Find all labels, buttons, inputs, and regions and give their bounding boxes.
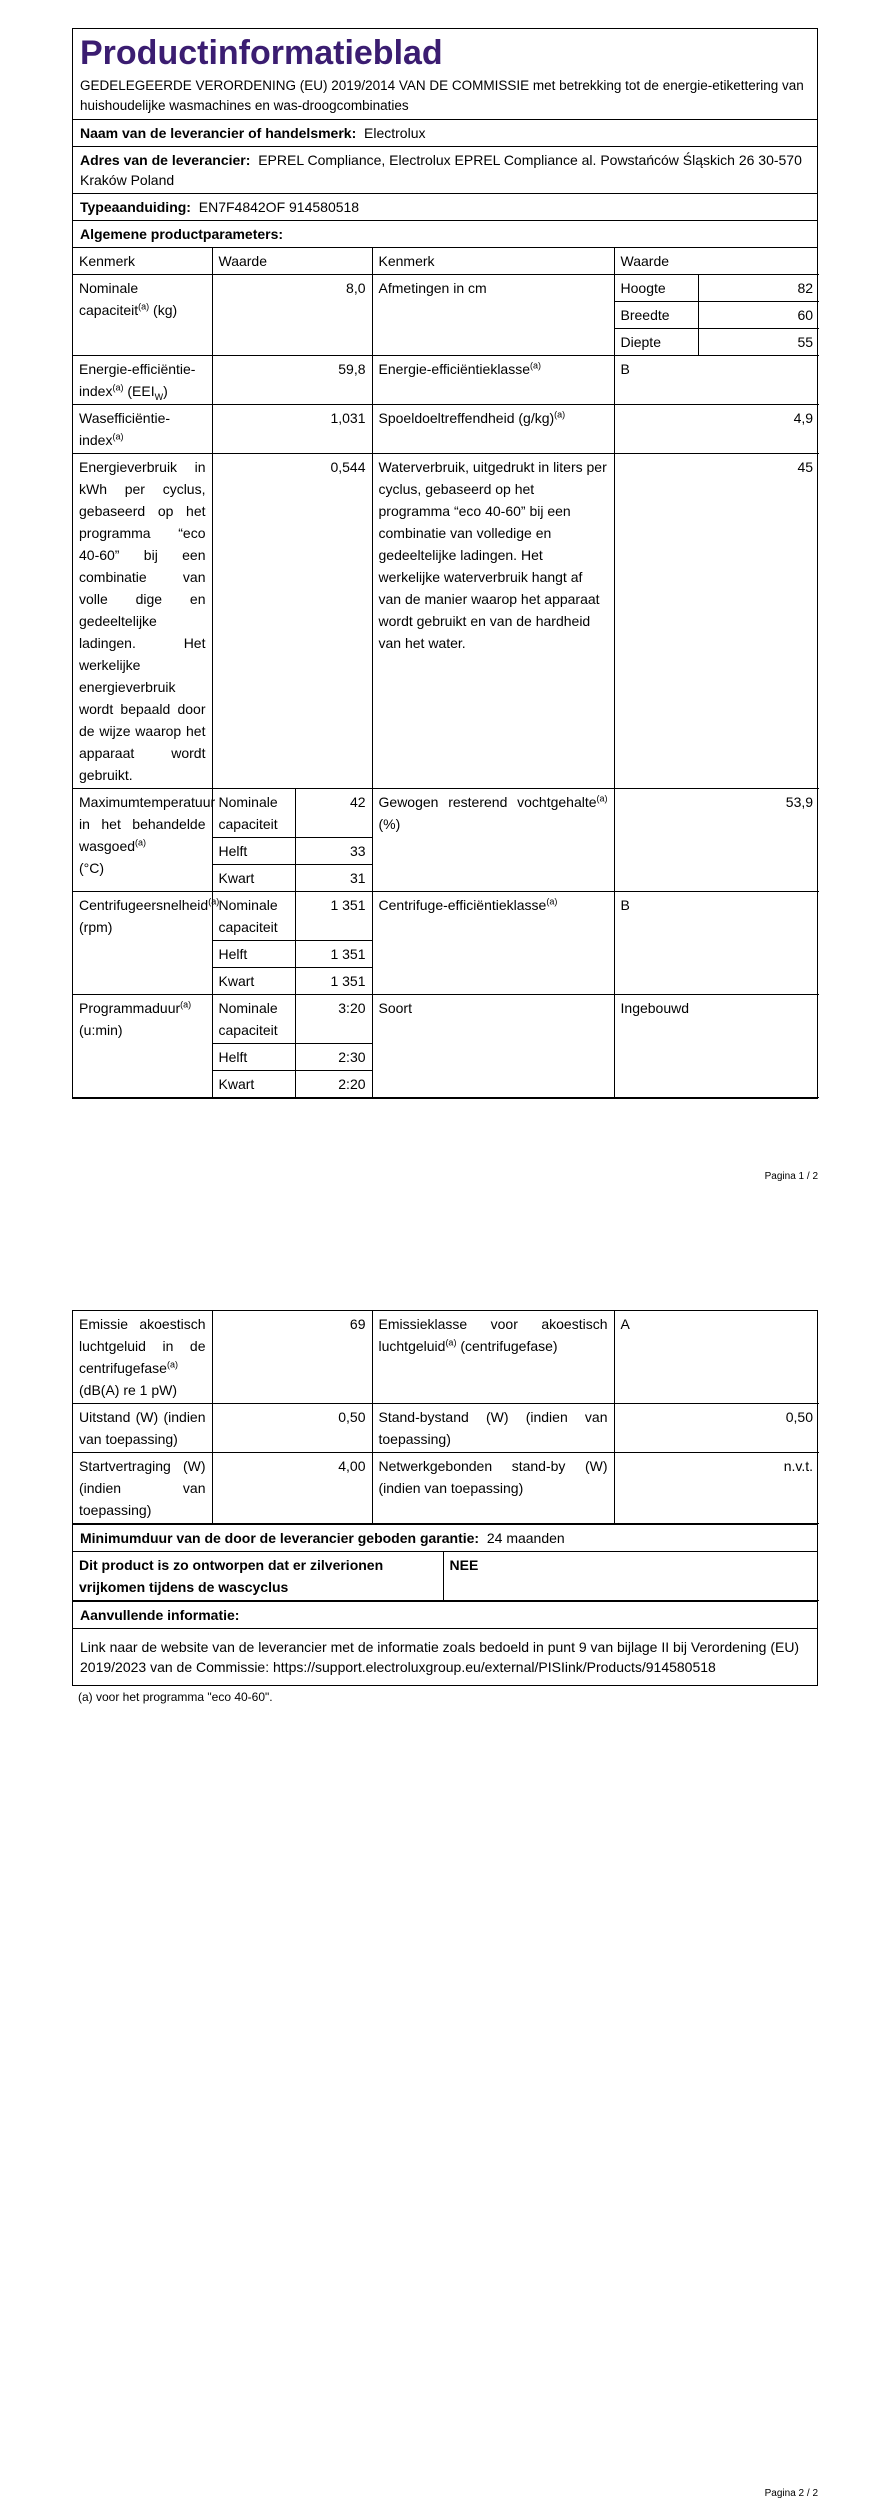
type-label: Typeaanduiding: xyxy=(80,199,191,215)
off-label: Uitstand (W) (indien van toepassing) xyxy=(73,1404,212,1453)
additional-info-text: Link naar de website van de leverancier met de informatie zoals bedoeld in punt 9 van bijlage II bij Verordening (EU) 2019/2023 van de Commissie: https://support.electroluxgroup.eu/external/PISIink/Products/914580518 xyxy=(80,1639,800,1675)
supplier-value: Electrolux xyxy=(364,125,426,141)
delay-value: 4,00 xyxy=(212,1453,372,1524)
temp-half-label: Helft xyxy=(212,838,295,865)
duration-unit: (u:min) xyxy=(79,1022,123,1038)
standby-label: Stand-bystand (W) (indien van toepassing) xyxy=(372,1404,614,1453)
eei-value: 59,8 xyxy=(212,356,372,405)
noiseclass-label-text: Emissieklasse voor akoestisch luchtgeluid xyxy=(378,1316,608,1354)
table-row xyxy=(73,405,819,454)
spinclass-label xyxy=(372,892,614,995)
spin-half-value: 1 351 xyxy=(295,941,372,968)
address-label: Adres van de leverancier: xyxy=(80,152,251,168)
footnote-marker: (a) xyxy=(138,301,150,312)
spinclass-label-text: Centrifuge-efficiëntieklasse xyxy=(378,897,547,913)
eclass-value: B xyxy=(614,356,819,405)
silver-label xyxy=(73,1552,443,1601)
spin-half-label: Helft xyxy=(212,941,295,968)
eei-unit: (EEI xyxy=(127,383,155,399)
energy-value: 0,544 xyxy=(212,454,372,789)
duration-label xyxy=(73,995,212,1098)
height-label: Hoogte xyxy=(614,275,698,302)
noise-unit: (dB(A) re 1 pW) xyxy=(79,1382,178,1398)
additional-info-header xyxy=(73,1602,817,1629)
params-table xyxy=(73,248,819,1098)
wash-label xyxy=(73,405,212,454)
footnote-marker: (a) xyxy=(554,409,566,420)
width-label: Breedte xyxy=(614,302,698,329)
silver-value-text: NEE xyxy=(449,1557,479,1573)
depth-value: 55 xyxy=(698,329,819,356)
table-row xyxy=(73,789,819,838)
footnote: (a) voor het programma "eco 40-60". xyxy=(78,1690,273,1704)
moisture-unit: (%) xyxy=(378,816,401,832)
page-number-2: Pagina 2 / 2 xyxy=(764,2488,818,2499)
moisture-value: 53,9 xyxy=(614,789,819,892)
temp-label-text: Maximumtemperatuur in het behandelde wasgoed xyxy=(79,794,216,854)
wash-value: 1,031 xyxy=(212,405,372,454)
page2-table xyxy=(73,1311,819,1524)
noise-value: 69 xyxy=(212,1311,372,1404)
spin-unit: (rpm) xyxy=(79,919,113,935)
footnote-marker: (a) xyxy=(445,1337,457,1348)
temp-nominal-label: Nominale capaciteit xyxy=(212,789,295,838)
general-params-label: Algemene productparameters: xyxy=(80,226,284,242)
temp-unit: (°C) xyxy=(79,860,105,876)
noiseclass-unit: (centrifugefase) xyxy=(460,1338,558,1354)
capacity-value: 8,0 xyxy=(212,275,372,356)
page2-box xyxy=(72,1310,818,1686)
params-table-wrap xyxy=(73,248,817,1098)
water-value: 45 xyxy=(614,454,819,789)
eclass-label-text: Energie-efficiëntieklasse xyxy=(378,361,531,377)
footnote-marker: (a) xyxy=(596,793,608,804)
supplier-row xyxy=(73,120,817,147)
noise-label-text: Emissie akoestisch luchtgeluid in de centrifugefase xyxy=(79,1316,206,1376)
footnote-marker: (a) xyxy=(112,382,124,393)
additional-info-label: Aanvullende informatie: xyxy=(80,1607,240,1623)
eclass-label xyxy=(372,356,614,405)
silver-table xyxy=(73,1552,819,1601)
silver-row xyxy=(73,1552,817,1602)
eei-label: Energie-efficiëntie-index$^{(a)}$ $(EEI_W)$ xyxy=(73,356,212,405)
footnote-marker: (a) xyxy=(166,1359,178,1370)
soort-label: Soort xyxy=(372,995,614,1098)
noiseclass-value: A xyxy=(614,1311,819,1404)
table-row xyxy=(73,1552,819,1601)
width-value: 60 xyxy=(698,302,819,329)
header-waarde-right: Waarde xyxy=(614,248,819,275)
noiseclass-label xyxy=(372,1311,614,1404)
duration-nominal-value: 3:20 xyxy=(295,995,372,1044)
table-row xyxy=(73,454,819,789)
network-label: Netwerkgebonden stand-by (W) (indien van toepassing) xyxy=(372,1453,614,1524)
address-value: EPREL Compliance, Electrolux EPREL Compliance al. Powstańców Śląskich 26 30-570 Kraków Poland xyxy=(80,152,802,188)
temp-quarter-value: 31 xyxy=(295,865,372,892)
regulation-subtitle: GEDELEGEERDE VERORDENING (EU) 2019/2014 VAN DE COMMISSIE met betrekking tot de energie-etikettering van huishoudelijke wasmachines en was-droogcombinaties xyxy=(73,73,817,120)
supplier-label: Naam van de leverancier of handelsmerk: xyxy=(80,125,357,141)
capacity-unit: (kg) xyxy=(153,302,178,318)
type-row xyxy=(73,194,817,221)
rinse-value: 4,9 xyxy=(614,405,819,454)
page-title: Productinformatieblad xyxy=(80,34,443,72)
standby-value: 0,50 xyxy=(614,1404,819,1453)
duration-nominal-label: Nominale capaciteit xyxy=(212,995,295,1044)
duration-quarter-label: Kwart xyxy=(212,1071,295,1098)
address-row xyxy=(73,147,817,194)
duration-half-value: 2:30 xyxy=(295,1044,372,1071)
capacity-label-text: Nominale capaciteit xyxy=(79,280,139,318)
eei-subscript: W xyxy=(154,391,164,402)
temp-nominal-value: 42 xyxy=(295,789,372,838)
noise-label xyxy=(73,1311,212,1404)
footnote-marker: (a) xyxy=(530,360,542,371)
warranty-row xyxy=(73,1525,817,1552)
footnote-marker: (a) xyxy=(546,896,558,907)
rinse-label xyxy=(372,405,614,454)
dims-label: Afmetingen in cm xyxy=(372,275,614,356)
page-2 xyxy=(72,1310,818,1708)
off-value: 0,50 xyxy=(212,1404,372,1453)
page2-table-wrap xyxy=(73,1311,817,1525)
table-row xyxy=(73,892,819,941)
table-header-row xyxy=(73,248,819,275)
table-row xyxy=(73,1311,819,1404)
duration-label-text: Programmaduur xyxy=(79,1000,181,1016)
header-kenmerk-left: Kenmerk xyxy=(73,248,212,275)
rinse-label-text: Spoeldoeltreffendheid (g/kg) xyxy=(378,410,555,426)
silver-label-text: Dit product is zo ontworpen dat er zilverionen vrijkomen tijdens de wascyclus xyxy=(79,1557,384,1595)
energy-label: Energieverbruik in kWh per cyclus, gebaseerd op het programma “eco 40-60” bij een combinatie van volle dige en gedeeltelijke ladingen. Het werkelijke energieverbruik wordt bepaald door de wijze waarop het apparaat wordt gebruikt. xyxy=(73,454,212,789)
spin-nominal-label: Nominale capaciteit xyxy=(212,892,295,941)
footnote-marker: (a) xyxy=(112,431,124,442)
capacity-label xyxy=(73,275,212,356)
spin-nominal-value: 1 351 xyxy=(295,892,372,941)
spin-label xyxy=(73,892,220,995)
eei-label-text: Energie-efficiëntie-index xyxy=(79,361,196,399)
spin-quarter-label: Kwart xyxy=(212,968,295,995)
page-1 xyxy=(72,28,818,1099)
general-params-row xyxy=(73,221,817,248)
water-label: Waterverbruik, uitgedrukt in liters per cyclus, gebaseerd op het programma “eco 40-60” bij een combinatie van volledige en gedeeltelijke ladingen. Het werkelijke waterverbruik hangt af van de manier waarop het apparaat wordt gebruikt en van de hardheid van het water. xyxy=(372,454,614,789)
delay-label: Startvertraging (W) (indien van toepassing) xyxy=(73,1453,212,1524)
footnote-marker: (a) xyxy=(208,896,220,907)
table-row xyxy=(73,1404,819,1453)
height-value: 82 xyxy=(698,275,819,302)
table-row xyxy=(73,995,819,1044)
header-kenmerk-right: Kenmerk xyxy=(372,248,614,275)
moisture-label xyxy=(372,789,614,892)
warranty-value: 24 maanden xyxy=(486,1530,565,1546)
header-box xyxy=(72,28,818,1099)
duration-quarter-value: 2:20 xyxy=(295,1071,372,1098)
duration-half-label: Helft xyxy=(212,1044,295,1071)
depth-label: Diepte xyxy=(614,329,698,356)
silver-value xyxy=(443,1552,819,1601)
temp-quarter-label: Kwart xyxy=(212,865,295,892)
moisture-label-text: Gewogen resterend vochtgehalte xyxy=(378,794,597,810)
spinclass-value: B xyxy=(614,892,819,995)
spin-label-text: Centrifugeersnelheid xyxy=(79,897,209,913)
temp-label xyxy=(73,789,216,892)
footnote-marker: (a) xyxy=(180,999,192,1010)
warranty-label: Minimumduur van de door de leverancier geboden garantie: xyxy=(80,1530,480,1546)
network-value: n.v.t. xyxy=(614,1453,819,1524)
wash-label-text: Wasefficiëntie-index xyxy=(79,410,171,448)
temp-half-value: 33 xyxy=(295,838,372,865)
spin-quarter-value: 1 351 xyxy=(295,968,372,995)
table-row xyxy=(73,1453,819,1524)
table-row xyxy=(73,275,819,302)
page-number-1: Pagina 1 / 2 xyxy=(764,1171,818,1182)
footnote-marker: (a) xyxy=(135,837,147,848)
header-waarde-left: Waarde xyxy=(212,248,372,275)
table-row xyxy=(73,356,819,405)
type-value: EN7F4842OF 914580518 xyxy=(198,199,360,215)
soort-value: Ingebouwd xyxy=(614,995,819,1098)
